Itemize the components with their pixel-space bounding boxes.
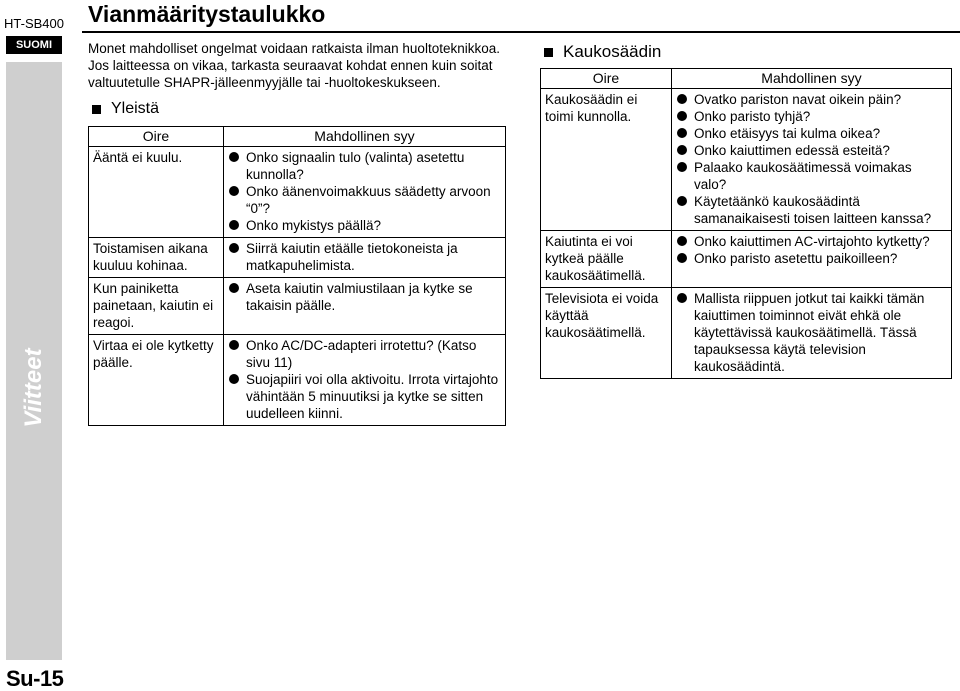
- cause-item: Onko mykistys päällä?: [228, 217, 501, 234]
- table-row: [89, 278, 506, 335]
- table-row: [541, 231, 952, 288]
- remote-table-body: [541, 89, 952, 379]
- cause-item: Palaako kaukosäätimessä voimakas valo?: [676, 159, 947, 193]
- cause-item: Onko signaalin tulo (valinta) asetettu kunnolla?: [228, 149, 501, 183]
- table-row: [89, 147, 506, 238]
- cause-item: Onko äänenvoimakkuus säädetty arvoon “0”?: [228, 183, 501, 217]
- cause-list: [228, 280, 501, 314]
- model-name: HT-SB400: [4, 16, 64, 31]
- table-row: [541, 89, 952, 231]
- table-row: [541, 288, 952, 379]
- general-heading: [92, 100, 159, 118]
- cause-cell: [224, 335, 506, 426]
- cause-list: [228, 240, 501, 274]
- table-row: [89, 238, 506, 278]
- cause-cell: [672, 231, 952, 288]
- remote-heading: [544, 42, 661, 62]
- cause-list: [228, 149, 501, 234]
- sidebar: [0, 0, 68, 691]
- symptom-cell: Virtaa ei ole kytketty päälle.: [89, 335, 224, 426]
- symptom-cell: Kun painiketta painetaan, kaiutin ei reagoi.: [89, 278, 224, 335]
- general-heading-label: Yleistä: [111, 100, 160, 117]
- cause-list: [676, 233, 947, 267]
- cause-cell: [224, 278, 506, 335]
- symptom-cell: Ääntä ei kuulu.: [89, 147, 224, 238]
- remote-heading-label: Kaukosäädin: [563, 42, 662, 61]
- square-bullet-icon: [544, 48, 553, 57]
- section-tab-label: Viitteet: [20, 348, 47, 428]
- symptom-cell: Televisiota ei voida käyttää kaukosäätimellä.: [541, 288, 672, 379]
- cause-cell: [224, 147, 506, 238]
- symptom-cell: Toistamisen aikana kuuluu kohinaa.: [89, 238, 224, 278]
- col-symptom-header: Oire: [89, 127, 224, 147]
- col-symptom-header: Oire: [541, 69, 672, 89]
- page-number: Su-15: [6, 666, 64, 691]
- table-header-row: [89, 127, 506, 147]
- section-tab: [6, 62, 62, 660]
- cause-cell: [672, 288, 952, 379]
- cause-item: Onko kaiuttimen AC-virtajohto kytketty?: [676, 233, 947, 250]
- cause-item: Onko AC/DC-adapteri irrotettu? (Katso sivu 11): [228, 337, 501, 371]
- cause-item: Käytetäänkö kaukosäädintä samanaikaisesti toisen laitteen kanssa?: [676, 193, 947, 227]
- cause-item: Siirrä kaiutin etäälle tietokoneista ja matkapuhelimista.: [228, 240, 501, 274]
- cause-item: Aseta kaiutin valmiustilaan ja kytke se takaisin päälle.: [228, 280, 501, 314]
- remote-table: [540, 68, 952, 379]
- cause-item: Onko paristo asetettu paikoilleen?: [676, 250, 947, 267]
- general-table: [88, 126, 506, 426]
- cause-list: [228, 337, 501, 422]
- cause-cell: [672, 89, 952, 231]
- cause-list: [676, 290, 947, 375]
- cause-item: Mallista riippuen jotkut tai kaikki tämän kaiuttimen toiminnot eivät ehkä ole käytettävissä kaukosäätimellä. Tässä tapauksessa käytä television kaukosäädintä.: [676, 290, 947, 375]
- page-title: Vianmääritystaulukko: [88, 1, 326, 27]
- cause-cell: [224, 238, 506, 278]
- col-cause-header: Mahdollinen syy: [672, 69, 952, 89]
- col-cause-header: Mahdollinen syy: [224, 127, 506, 147]
- cause-item: Onko etäisyys tai kulma oikea?: [676, 125, 947, 142]
- cause-item: Onko paristo tyhjä?: [676, 108, 947, 125]
- cause-item: Suojapiiri voi olla aktivoitu. Irrota virtajohto vähintään 5 minuutiksi ja kytke se sitten uudelleen kiinni.: [228, 371, 501, 422]
- title-rule: [82, 31, 960, 33]
- table-row: [89, 335, 506, 426]
- square-bullet-icon: [92, 105, 101, 114]
- symptom-cell: Kaiutinta ei voi kytkeä päälle kaukosäätimellä.: [541, 231, 672, 288]
- cause-list: [676, 91, 947, 227]
- table-header-row: [541, 69, 952, 89]
- cause-item: Ovatko pariston navat oikein päin?: [676, 91, 947, 108]
- general-table-body: [89, 147, 506, 426]
- intro-text: Monet mahdolliset ongelmat voidaan ratkaista ilman huoltoteknikkoa. Jos laitteessa on vikaa, tarkasta seuraavat kohdat ennen kuin soitat valtuutetulle SHAPR-jälleenmyyjälle tai -huoltokeskukseen.: [88, 41, 500, 90]
- cause-item: Onko kaiuttimen edessä esteitä?: [676, 142, 947, 159]
- language-badge: SUOMI: [6, 36, 62, 54]
- symptom-cell: Kaukosäädin ei toimi kunnolla.: [541, 89, 672, 231]
